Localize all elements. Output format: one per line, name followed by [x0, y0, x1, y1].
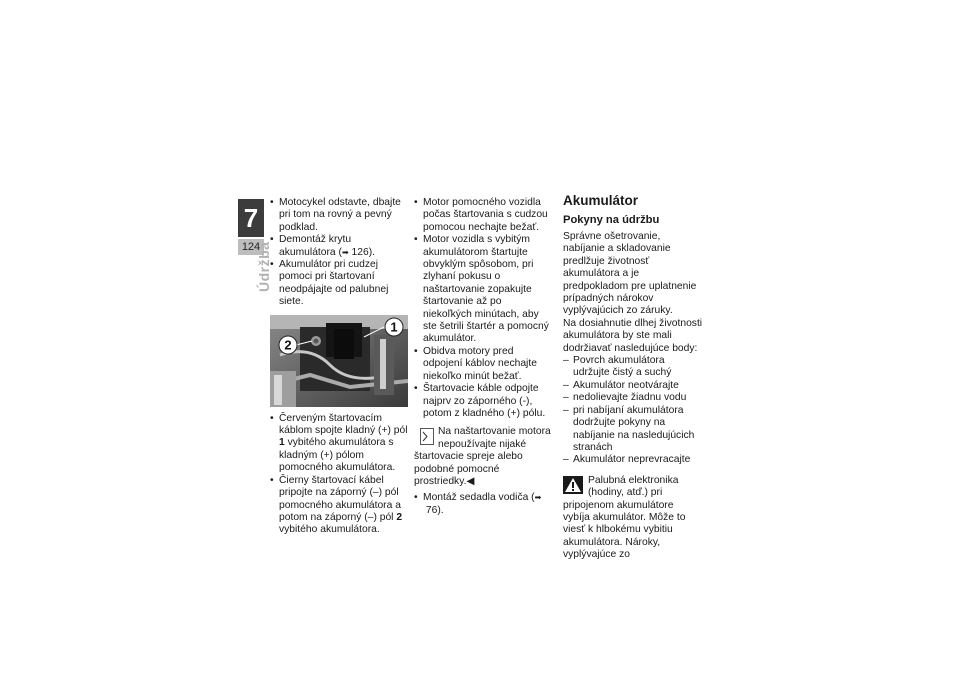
step-list-top — [270, 197, 408, 309]
warning-text: Palubná elektronika (hodiny, atď.) pri pripojenom akumulátore vybíja akumulátor. Môže to viesť k hlbokému vybitiu akumulátora. Nároky, vyplývajúce zo — [563, 474, 686, 561]
section-heading: Akumulátor — [563, 193, 639, 208]
list-item: • Demontáž krytu akumulátora (➡ 126). — [270, 234, 408, 259]
list-item: – pri nabíjaní akumulátora dodržujte pokyny na nabíjanie na nasledujúcich stranách — [563, 405, 703, 455]
column-3 — [563, 193, 703, 562]
list-item: • Obidva motory pred odpojení káblov nechajte niekoľko minút bežať. — [414, 346, 552, 383]
list-item: – Povrch akumulátora udržujte čistý a suchý — [563, 355, 703, 380]
dash-list — [563, 355, 703, 467]
step-list — [414, 197, 552, 420]
paragraph: Na dosiahnutie dlhej životnosti akumulátora by ste mali dodržiavať nasledujúce body: — [563, 317, 703, 354]
note-icon — [420, 428, 434, 445]
column-2 — [414, 197, 552, 517]
step-list-bottom — [270, 413, 408, 537]
list-item: • Štartovacie káble odpojte najprv zo záporného (-), potom z kladného (+) pólu. — [414, 383, 552, 420]
reference-arrow-icon: ➡ — [341, 247, 349, 257]
step-list-end — [414, 492, 552, 517]
list-item: – Akumulátor neotvárajte — [563, 380, 703, 392]
list-item: • Čierny štartovací kábel pripojte na záporný (–) pól pomocného akumulátora a potom na záporný (–) pól 2 vybitého akumulátora. — [270, 475, 408, 537]
battery-photo — [270, 315, 408, 407]
chapter-title: Údržba — [256, 241, 272, 292]
warning-block — [563, 475, 703, 562]
paragraph: Správne ošetrovanie, nabíjanie a skladovanie predlžuje životnosť akumulátora a je predpokladom pre uplatnenie prípadných nárokov vyplývajúcich zo záruky. — [563, 231, 697, 317]
list-item: • Motor pomocného vozidla počas štartovania s cudzou pomocou nechajte bežať. — [414, 197, 552, 234]
page-number: 124 — [238, 239, 264, 255]
list-item: • Červeným štartovacím káblom spojte kladný (+) pól 1 vybitého akumulátora s kladným (+) pólom pomocného akumulátora. — [270, 413, 408, 475]
reference-arrow-icon: ➡ — [534, 493, 542, 503]
list-item: – nedolievajte žiadnu vodu — [563, 392, 703, 404]
column-1 — [270, 197, 408, 537]
callout-1: 1 — [390, 319, 398, 335]
list-item: • Motocykel odstavte, dbajte pri tom na rovný a pevný podklad. — [270, 197, 408, 234]
subsection-heading: Pokyny na údržbu — [563, 214, 660, 226]
note-text: Na naštartovanie motora nepoužívajte nijaké štartovacie spreje alebo podobné pomocné prostriedky.◀ — [414, 426, 551, 487]
list-item: • Motor vozidla s vybitým akumulátorom štartujte obvyklým spôsobom, pri zlyhaní pokusu o naštartovanie zopakujte štartovanie až po niekoľkých minútach, aby ste šetrili štartér a pomocný akumulátor. — [414, 234, 552, 346]
list-item: • Akumulátor pri cudzej pomoci pri štartovaní neodpájajte od palubnej siete. — [270, 259, 408, 309]
warning-icon — [563, 476, 583, 494]
callout-2: 2 — [284, 337, 292, 353]
chapter-number: 7 — [238, 199, 264, 237]
note-block — [414, 426, 552, 488]
list-item: – Akumulátor neprevracajte — [563, 454, 703, 466]
list-item: • Montáž sedadla vodiča (➡ 76). — [414, 492, 552, 517]
